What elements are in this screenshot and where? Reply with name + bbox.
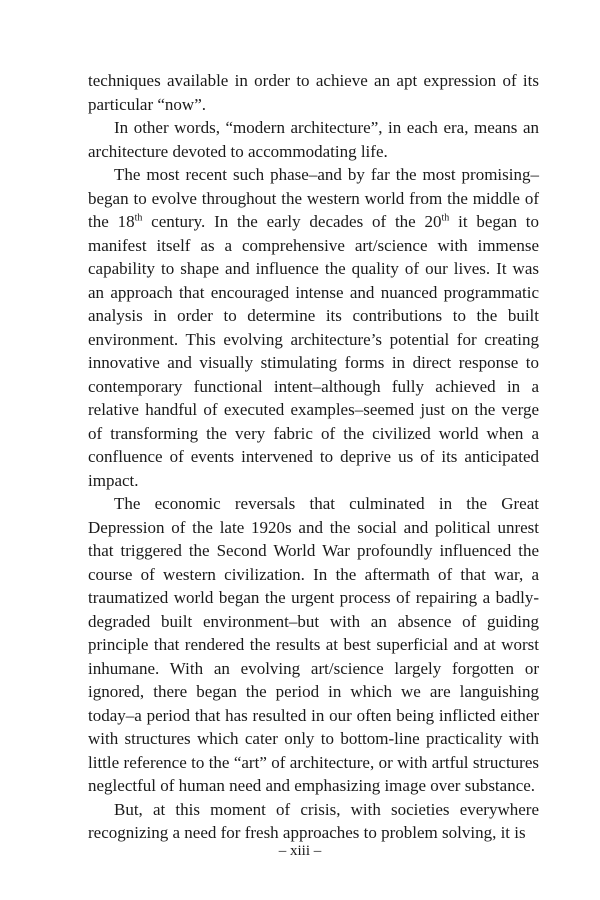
page-body — [88, 69, 539, 845]
paragraph-3-part-b: century. In the early decades of the 20 — [142, 212, 442, 231]
paragraph-5: But, at this moment of crisis, with societies everywhere recognizing a need for fresh approaches to problem solving, it is — [88, 799, 539, 842]
paragraph-3 — [88, 163, 539, 492]
paragraph-3-part-a: The most recent such phase–and by far the most promising–began to evolve throughout the western world from the middle of the 18 — [88, 165, 539, 231]
paragraph-3-part-c: it began to manifest itself as a comprehensive art/science with immense capability to shape and influence the quality of our lives. It was an approach that encouraged intense and nuanced programmatic analysis in order to determine its contributions to the built environment. This evolving architecture’s potential for creating innovative and visually stimulating forms in direct response to contemporary functional intent–although fully achieved in a relative handful of executed examples–seemed just on the verge of transforming the very fabric of the civilized world when a confluence of events intervened to deprive us of its anticipated impact. — [88, 212, 539, 490]
paragraph-2: In other words, “modern architecture”, in each era, means an architecture devoted to accommodating life. — [88, 118, 539, 161]
paragraph-1: techniques available in order to achieve an apt expression of its particular “now”. — [88, 71, 539, 114]
paragraph-4: The economic reversals that culminated in the Great Depression of the late 1920s and the social and political unrest that triggered the Second World War profoundly influenced the course of western civilization. In the aftermath of that war, a traumatized world began the urgent process of repairing a badly-degraded built environment–but with an absence of guiding principle that rendered the results at best superficial and at worst inhumane. With an evolving art/science largely forgotten or ignored, there began the period in which we are languishing today–a period that has resulted in our often being inflicted either with structures which cater only to bottom-line practicality with little reference to the “art” of architecture, or with artful structures neglectful of human need and emphasizing image over substance. — [88, 494, 539, 795]
ordinal-suffix-1: th — [134, 212, 143, 224]
ordinal-suffix-2: th — [441, 212, 450, 224]
page-number: – xiii – — [278, 843, 322, 859]
